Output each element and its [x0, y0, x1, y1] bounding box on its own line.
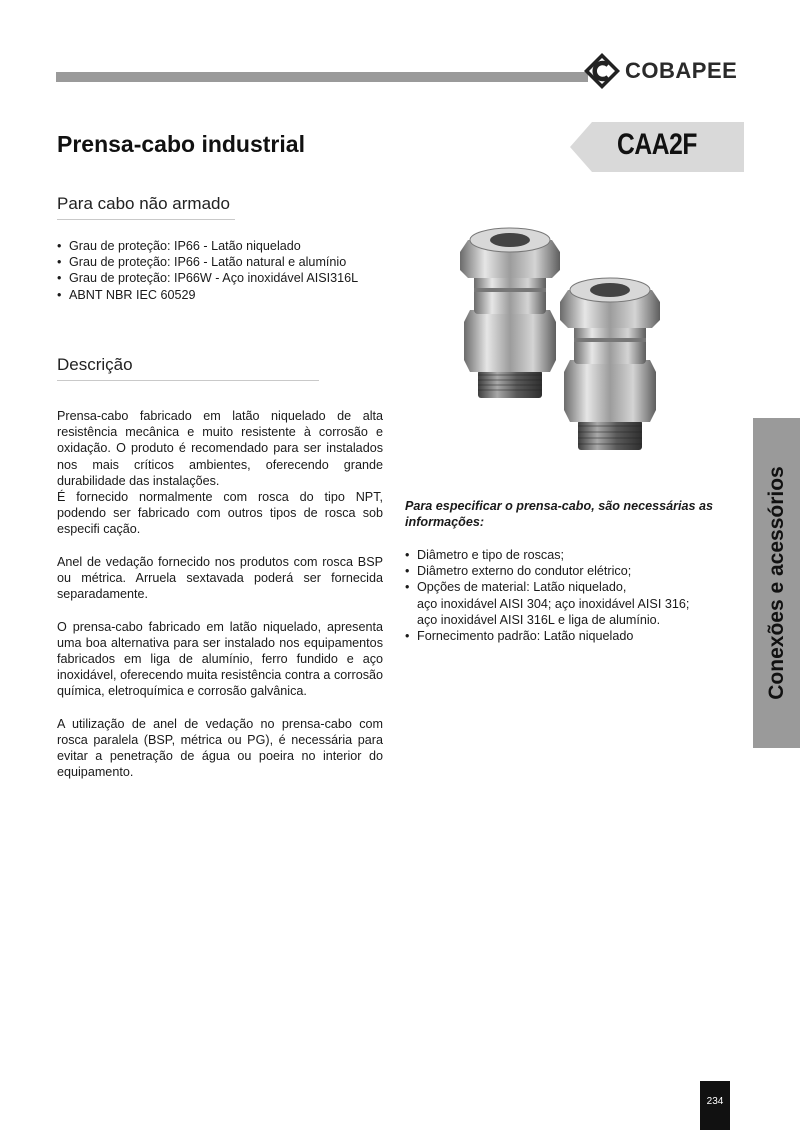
description-paragraph: O prensa-cabo fabricado em latão niquelado, apresenta uma boa alternativa para ser instalado nos equipamentos fabricados em liga de alumínio, ferro fundido e aço inoxidável, oferecendo muita resistência contra a corrosão química, eletroquímica e corrosão galvânica. [57, 619, 383, 699]
page-number-box [700, 1081, 730, 1130]
section-side-tab [753, 418, 800, 748]
brand-logo [583, 52, 753, 90]
description-divider [57, 380, 319, 381]
description-heading: Descrição [57, 355, 133, 374]
subtitle-divider [57, 219, 235, 220]
cobapee-logo-icon [583, 52, 621, 90]
list-item: • Grau de proteção: IP66 - Latão niquelado [57, 238, 417, 254]
description-paragraph: Anel de vedação fornecido nos produtos com rosca BSP ou métrica. Arruela sextavada poderá ser fornecida separadamente. [57, 554, 383, 602]
list-item: • Fornecimento padrão: Latão niquelado [405, 628, 735, 644]
page-title: Prensa-cabo industrial [57, 131, 305, 157]
description-body [57, 408, 383, 797]
brand-name: COBAPEE [625, 58, 738, 83]
description-paragraph: A utilização de anel de vedação no prensa-cabo com rosca paralela (BSP, métrica ou PG), é necessária para evitar a penetração de água ou poeira no interior do equipamento. [57, 716, 383, 780]
specification-heading: Para especificar o prensa-cabo, são necessárias as informações: [405, 499, 714, 530]
list-item: • Diâmetro externo do condutor elétrico; [405, 563, 735, 579]
subtitle-heading: Para cabo não armado [57, 194, 230, 213]
cable-gland-image [460, 222, 670, 458]
description-paragraph: Prensa-cabo fabricado em latão niquelado de alta resistência mecânica e muito resistente à corrosão e oxidação. O produto é recomendado para ser instalados nos mais críticos ambientes, oferecendo grande durabilidade das instalações. É fornecido normalmente com rosca do tipo NPT, podendo ser fabricado com outros tipos de rosca sob especifi cação. [57, 409, 383, 537]
list-item: • Grau de proteção: IP66W - Aço inoxidável AISI316L [57, 270, 417, 286]
list-item: • Grau de proteção: IP66 - Latão natural e alumínio [57, 254, 417, 270]
page-number: 234 [706, 1095, 724, 1107]
list-item: • Diâmetro e tipo de roscas; [405, 547, 735, 563]
specification-list [405, 547, 735, 644]
list-item: • Opções de material: Latão niquelado, aço inoxidável AISI 304; aço inoxidável AISI 316; aço inoxidável AISI 316L e liga de alumínio. [405, 579, 735, 628]
side-tab-label: Conexões e acessórios [764, 466, 788, 700]
list-item: • ABNT NBR IEC 60529 [57, 287, 417, 303]
product-code: CAA2F [617, 128, 697, 161]
feature-list [57, 238, 417, 303]
header-bar [56, 72, 588, 82]
